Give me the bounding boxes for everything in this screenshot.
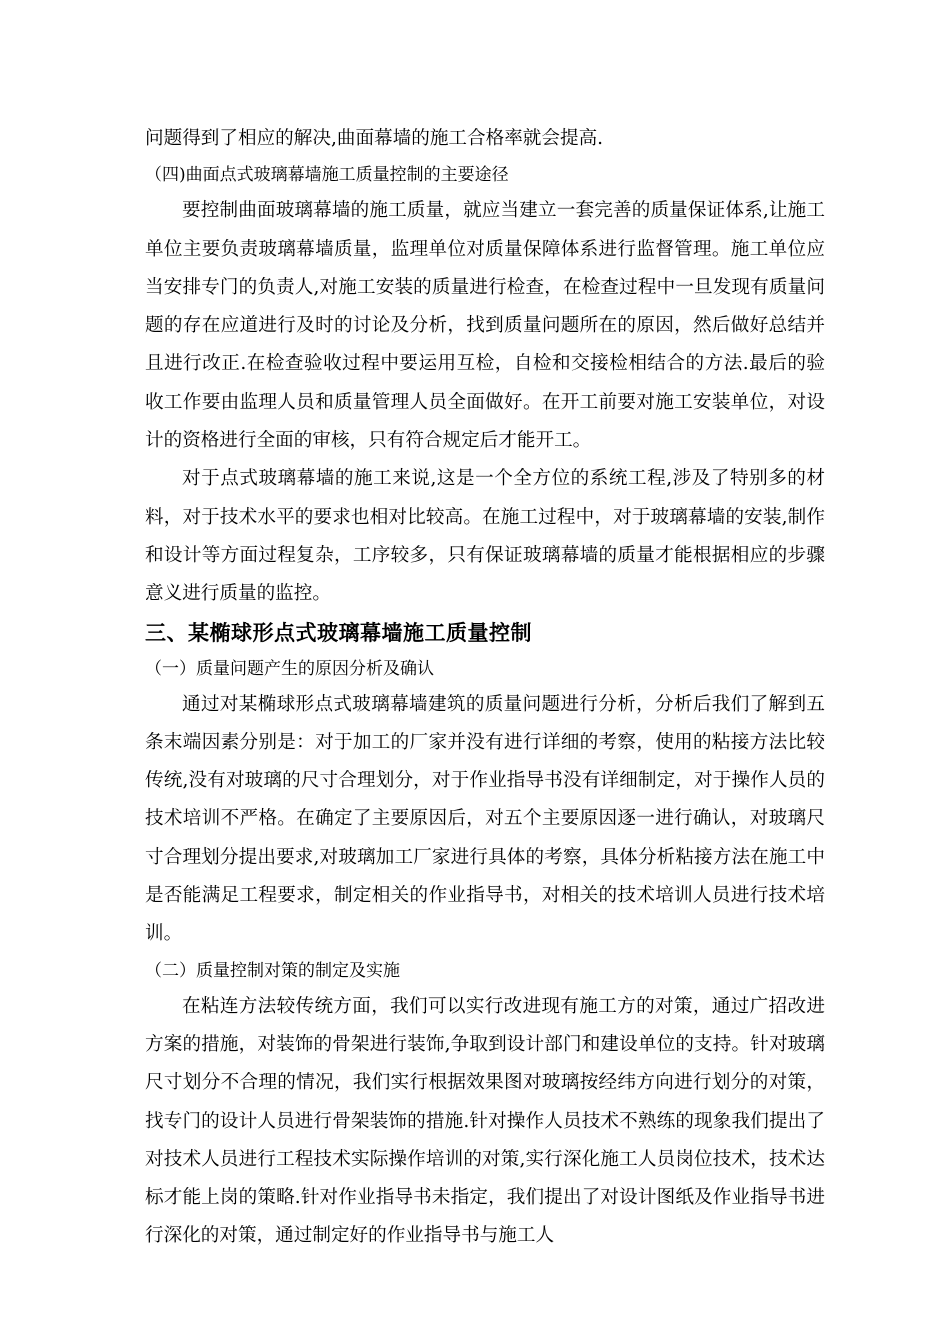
section-heading-three: 三、某椭球形点式玻璃幕墙施工质量控制 (145, 620, 532, 645)
paragraph-cause-analysis: 通过对某椭球形点式玻璃幕墙建筑的质量问题进行分析，分析后我们了解到五条末端因素分别是：对于加工的厂家并没有进行详细的考察，使用的粘接方法比较传统,没有对玻璃的尺寸合理划分，对于作业指导书没有详细制定，对于操作人员的技术培训不严格。在确定了主要原因后，对五个主要原因逐一进行确认，对玻璃尺寸合理划分提出要求,对玻璃加工厂家进行具体的考察，具体分析粘接方法在施工中是否能满足工程要求，制定相关的作业指导书，对相关的技术培训人员进行技术培训。 (145, 693, 825, 945)
paragraph-continuation: 问题得到了相应的解决,曲面幕墙的施工合格率就会提高. (145, 128, 604, 149)
subheading-two: （二）质量控制对策的制定及实施 (145, 960, 400, 981)
document-page (145, 120, 825, 1256)
subheading-four: （四)曲面点式玻璃幕墙施工质量控制的主要途径 (145, 165, 509, 186)
paragraph-quality-system: 要控制曲面玻璃幕墙的施工质量，就应当建立一套完善的质量保证体系,让施工单位主要负责玻璃幕墙质量，监理单位对质量保障体系进行监督管理。施工单位应当安排专门的负责人,对施工安装的质量进行检查，在检查过程中一旦发现有质量问题的存在应道进行及时的讨论及分析，找到质量问题所在的原因，然后做好总结并且进行改正.在检查验收过程中要运用互检，自检和交接检相结合的方法.最后的验收工作要由监理人员和质量管理人员全面做好。在开工前要对施工安装单位，对设计的资格进行全面的审核，只有符合规定后才能开工。 (145, 200, 825, 452)
subheading-one: （一）质量问题产生的原因分析及确认 (145, 658, 434, 679)
paragraph-countermeasures: 在粘连方法较传统方面，我们可以实行改进现有施工方的对策，通过广招改进方案的措施，对装饰的骨架进行装饰,争取到设计部门和建设单位的支持。针对玻璃尺寸划分不合理的情况，我们实行根据效果图对玻璃按经纬方向进行划分的对策，找专门的设计人员进行骨架装饰的措施.针对操作人员技术不熟练的现象我们提出了对技术人员进行工程技术实际操作培训的对策,实行深化施工人员岗位技术，技术达标才能上岗的策略.针对作业指导书未指定，我们提出了对设计图纸及作业指导书进行深化的对策，通过制定好的作业指导书与施工人 (145, 995, 825, 1247)
paragraph-point-glass: 对于点式玻璃幕墙的施工来说,这是一个全方位的系统工程,涉及了特别多的材料，对于技术水平的要求也相对比较高。在施工过程中，对于玻璃幕墙的安装,制作和设计等方面过程复杂，工序较多，只有保证玻璃幕墙的质量才能根据相应的步骤意义进行质量的监控。 (145, 468, 825, 605)
